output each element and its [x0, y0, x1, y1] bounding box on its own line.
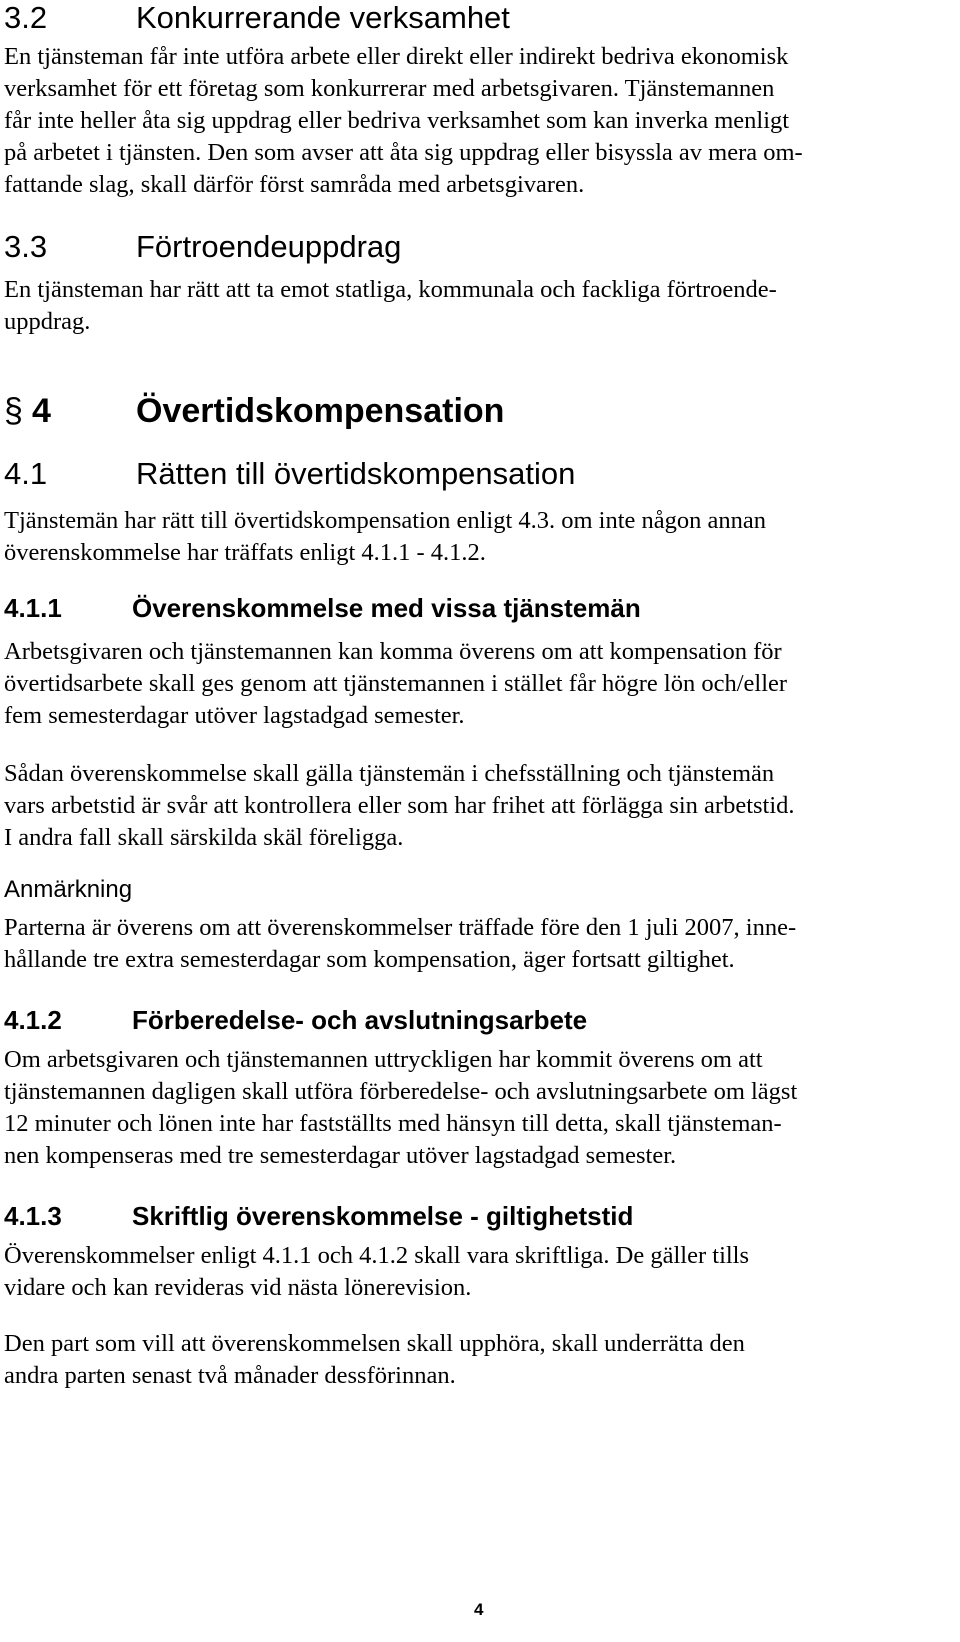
body-line: En tjänsteman får inte utföra arbete eller direkt eller indirekt bedriva ekonomisk — [4, 43, 789, 70]
section-heading-3-3 — [4, 229, 401, 265]
section-body-3-2 — [4, 41, 803, 201]
body-line: En tjänsteman har rätt att ta emot statliga, kommunala och fackliga förtroende- — [4, 276, 777, 303]
body-line: Arbetsgivaren och tjänstemannen kan komma överens om att kompensation för — [4, 638, 782, 665]
chapter-number: 4 — [32, 392, 51, 430]
body-line: får inte heller åta sig uppdrag eller bedriva verksamhet som kan inverka menligt — [4, 107, 790, 134]
note-heading: Anmärkning — [4, 876, 133, 903]
body-line: tjänstemannen dagligen skall utföra förberedelse- och avslutningsarbete om lägst — [4, 1078, 798, 1105]
subsection-number: 4.1.2 — [4, 1005, 62, 1035]
body-line: uppdrag. — [4, 308, 91, 335]
subsection-body-4-1-1-a — [4, 636, 787, 732]
section-title: Rätten till övertidskompensation — [136, 456, 576, 491]
chapter-heading-4 — [4, 391, 504, 431]
body-line: verksamhet för ett företag som konkurrerar med arbetsgivaren. Tjänstemannen — [4, 75, 775, 102]
page-number: 4 — [474, 1600, 484, 1619]
body-line: fattande slag, skall därför först samråda med arbetsgivaren. — [4, 171, 585, 198]
body-line: nen kompenseras med tre semesterdagar utöver lagstadgad semester. — [4, 1142, 677, 1169]
section-body-3-3 — [4, 274, 777, 338]
section-heading-4-1 — [4, 456, 575, 492]
note-body — [4, 912, 796, 976]
body-line: Sådan överenskommelse skall gälla tjänstemän i chefsställning och tjänstemän — [4, 760, 775, 787]
section-number: 4.1 — [4, 456, 48, 491]
section-title: Konkurrerande verksamhet — [136, 0, 510, 35]
paragraph-symbol: § — [4, 392, 23, 430]
subsection-number: 4.1.1 — [4, 593, 62, 623]
body-line: I andra fall skall särskilda skäl föreligga. — [4, 824, 404, 851]
body-line: vidare och kan revideras vid nästa lönerevision. — [4, 1274, 472, 1301]
section-number: 3.3 — [4, 229, 48, 264]
subsection-title: Förberedelse- och avslutningsarbete — [132, 1005, 588, 1035]
body-line: hållande tre extra semesterdagar som kompensation, äger fortsatt giltighet. — [4, 946, 735, 973]
body-line: Tjänstemän har rätt till övertidskompensation enligt 4.3. om inte någon annan — [4, 507, 767, 534]
section-body-4-1 — [4, 505, 766, 569]
body-line: Parterna är överens om att överenskommelser träffade före den 1 juli 2007, inne- — [4, 914, 797, 941]
body-line: fem semesterdagar utöver lagstadgad semester. — [4, 702, 465, 729]
body-line: andra parten senast två månader dessförinnan. — [4, 1362, 456, 1389]
body-line: överenskommelse har träffats enligt 4.1.1 - 4.1.2. — [4, 539, 486, 566]
body-line: Om arbetsgivaren och tjänstemannen uttryckligen har kommit överens om att — [4, 1046, 763, 1073]
subsection-body-4-1-1-b — [4, 758, 795, 854]
section-title: Förtroendeuppdrag — [136, 229, 402, 264]
subsection-title: Överenskommelse med vissa tjänstemän — [132, 593, 641, 623]
subsection-heading-4-1-1 — [4, 592, 641, 624]
section-heading-3-2 — [4, 0, 510, 36]
subsection-body-4-1-3-b — [4, 1328, 745, 1392]
subsection-heading-4-1-2 — [4, 1004, 587, 1036]
body-line: Överenskommelser enligt 4.1.1 och 4.1.2 skall vara skriftliga. De gäller tills — [4, 1242, 750, 1269]
body-line: på arbetet i tjänsten. Den som avser att åta sig uppdrag eller bisyssla av mera om- — [4, 139, 803, 166]
body-line: 12 minuter och lönen inte har fastställts med hänsyn till detta, skall tjänsteman- — [4, 1110, 782, 1137]
subsection-body-4-1-2 — [4, 1044, 797, 1172]
subsection-number: 4.1.3 — [4, 1201, 62, 1231]
subsection-title: Skriftlig överenskommelse - giltighetstid — [132, 1201, 634, 1231]
body-line: Den part som vill att överenskommelsen skall upphöra, skall underrätta den — [4, 1330, 745, 1357]
chapter-title: Övertidskompensation — [136, 392, 505, 430]
body-line: vars arbetstid är svår att kontrollera eller som har frihet att förlägga sin arbetstid. — [4, 792, 795, 819]
subsection-body-4-1-3-a — [4, 1240, 749, 1304]
body-line: övertidsarbete skall ges genom att tjänstemannen i stället får högre lön och/eller — [4, 670, 788, 697]
section-number: 3.2 — [4, 0, 48, 35]
subsection-heading-4-1-3 — [4, 1200, 633, 1232]
